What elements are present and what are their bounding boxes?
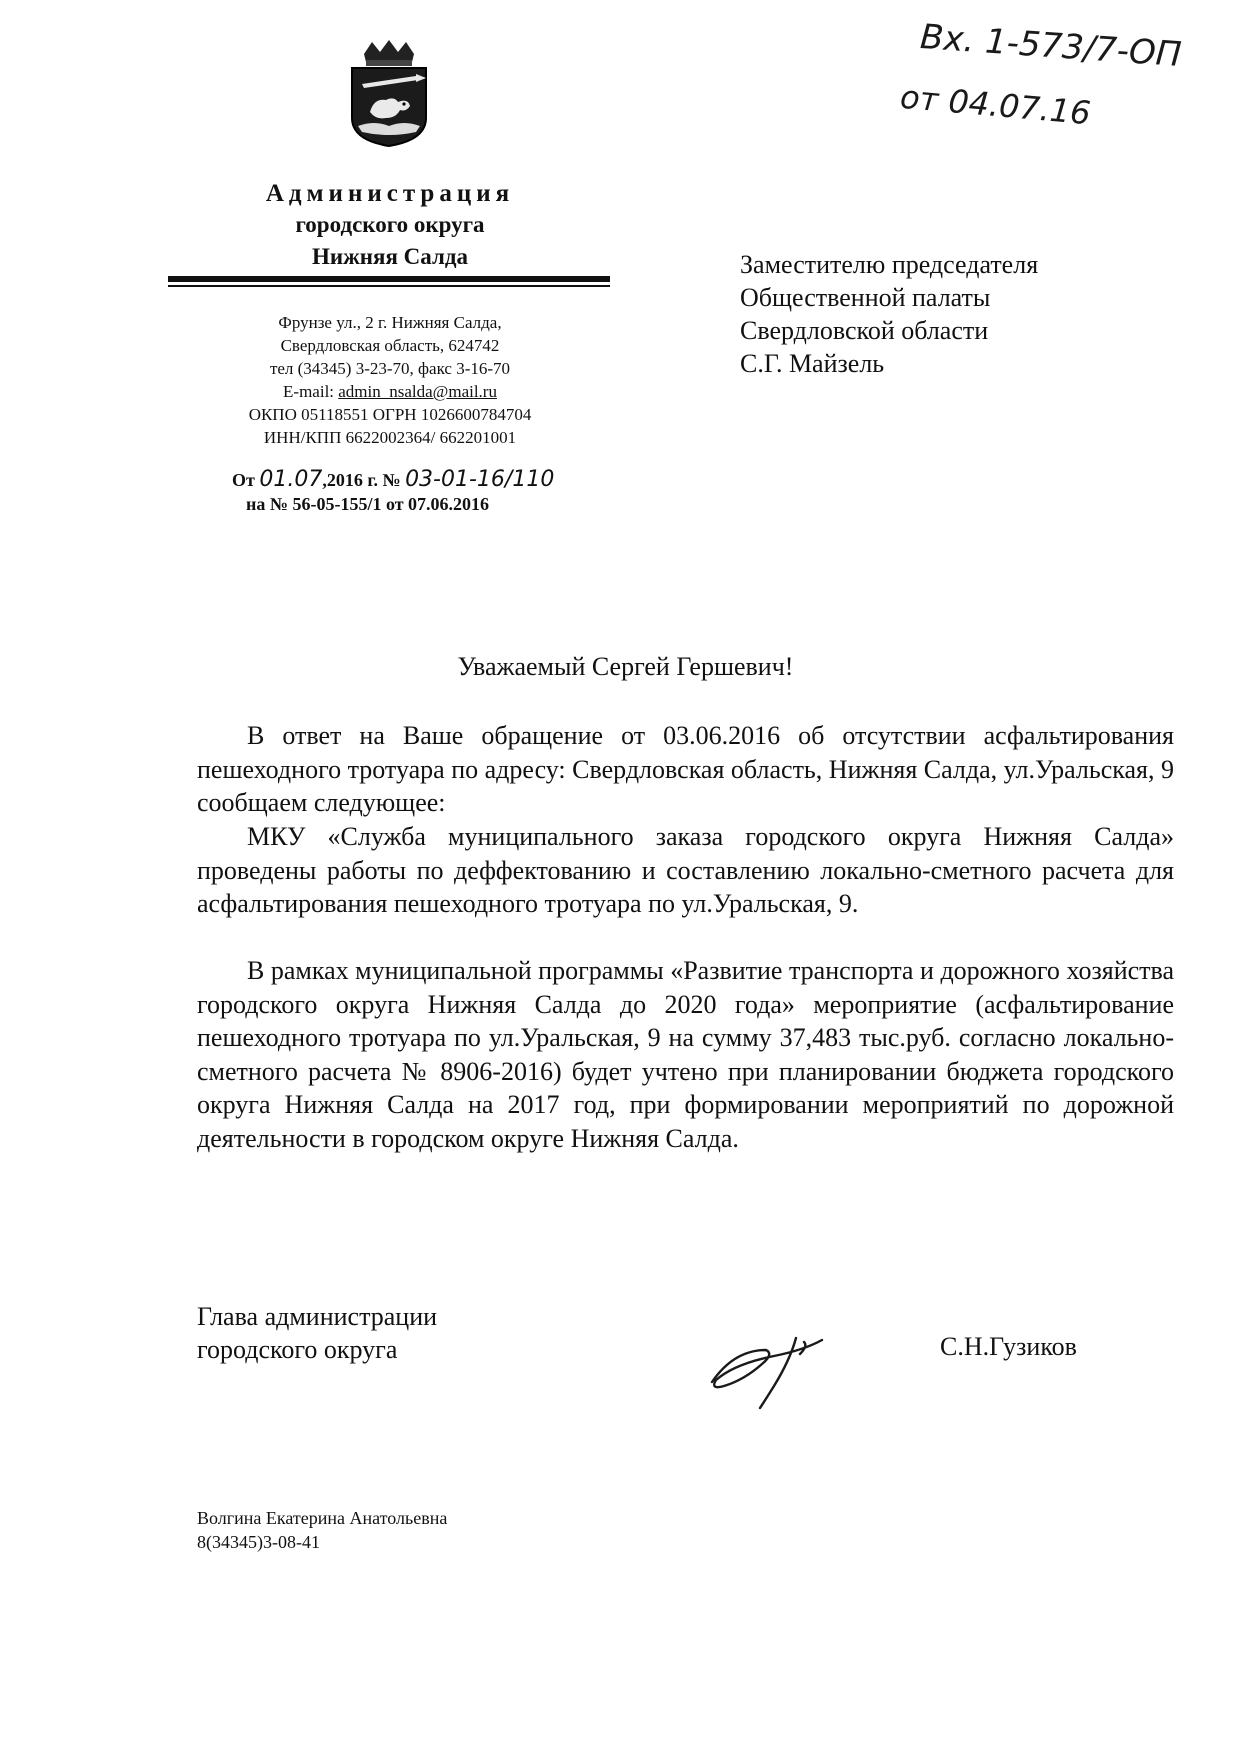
signatory-name: С.Н.Гузиков bbox=[940, 1332, 1077, 1361]
signatory-title-line-1: Глава администрации bbox=[197, 1302, 438, 1331]
executor-name: Волгина Екатерина Анатольевна bbox=[197, 1508, 448, 1528]
signatory-title-line-2: городского округа bbox=[197, 1335, 398, 1364]
recipient-line-4: С.Г. Майзель bbox=[740, 349, 885, 378]
coat-of-arms-emblem bbox=[346, 40, 432, 148]
ref-date-handwritten: 01.07 bbox=[259, 467, 323, 492]
signatory-title bbox=[197, 1300, 437, 1366]
address-line-2: Свердловская область, 624742 bbox=[280, 336, 500, 355]
recipient-line-3: Свердловской области bbox=[740, 316, 989, 345]
org-contact-block bbox=[190, 311, 590, 449]
recipient-line-1: Заместителю председателя bbox=[740, 250, 1039, 279]
header-thick-rule bbox=[168, 276, 610, 282]
outgoing-reference bbox=[232, 467, 554, 492]
address-line-1: Фрунзе ул., 2 г. Нижняя Салда, bbox=[278, 313, 502, 332]
phone-fax-line: тел (34345) 3-23-70, факс 3-16-70 bbox=[269, 359, 511, 378]
greeting: Уважаемый Сергей Гершевич! bbox=[457, 652, 794, 681]
org-title-line3: Нижняя Салда bbox=[311, 244, 469, 269]
ref-number-handwritten: 03-01-16/110 bbox=[405, 467, 555, 492]
handwritten-signature bbox=[704, 1320, 844, 1412]
inn-kpp-line: ИНН/КПП 6622002364/ 662201001 bbox=[263, 428, 517, 447]
executor-phone: 8(34345)3-08-41 bbox=[197, 1532, 320, 1552]
executor-block bbox=[197, 1506, 447, 1554]
email-line bbox=[190, 380, 590, 403]
body-paragraph-2: МКУ «Служба муниципального заказа городского округа Нижняя Салда» проведены работы по деффектованию и составлению локально-сметного расчета для асфальтирования пешеходного тротуара по ул.Уральская, 9. bbox=[197, 822, 1174, 918]
recipient-line-2: Общественной палаты bbox=[740, 283, 991, 312]
incoming-stamp bbox=[898, 16, 1230, 140]
incoming-stamp-date: от 04.07.16 bbox=[898, 77, 1093, 133]
reply-reference: на № 56-05-155/1 от 07.06.2016 bbox=[246, 494, 490, 514]
email-link[interactable]: admin_nsalda@mail.ru bbox=[338, 382, 497, 401]
recipient-block bbox=[740, 248, 1038, 380]
ref-from-label: От bbox=[232, 470, 260, 490]
incoming-stamp-number: Вх. 1-573/7-ОП bbox=[918, 16, 1183, 76]
body-paragraph-3: В рамках муниципальной программы «Развитие транспорта и дорожного хозяйства городского округа Нижняя Салда до 2020 года» мероприятие (асфальтирование пешеходного тротуара по ул.Уральская, 9 на сумму 37,483 тыс.руб. согласно локально-сметного расчета № 8906-2016) будет учтено при планировании бюджета городского округа Нижняя Салда на 2017 год, при формировании мероприятий по дорожной деятельности в городском округе Нижняя Салда. bbox=[197, 956, 1174, 1153]
email-label: E-mail: bbox=[283, 382, 339, 401]
org-title-line1: Администрация bbox=[265, 180, 515, 207]
header-thin-rule bbox=[168, 285, 610, 287]
okpo-ogrn-line: ОКПО 05118551 ОГРН 1026600784704 bbox=[248, 405, 532, 424]
ref-year-label: ,2016 г. № bbox=[322, 470, 401, 490]
org-title-line2: городского округа bbox=[295, 212, 485, 237]
body-paragraph-1: В ответ на Ваше обращение от 03.06.2016 об отсутствии асфальтирования пешеходного тротуара по адресу: Свердловская область, Нижняя Салда, ул.Уральская, 9 сообщаем следующее: bbox=[197, 721, 1174, 817]
